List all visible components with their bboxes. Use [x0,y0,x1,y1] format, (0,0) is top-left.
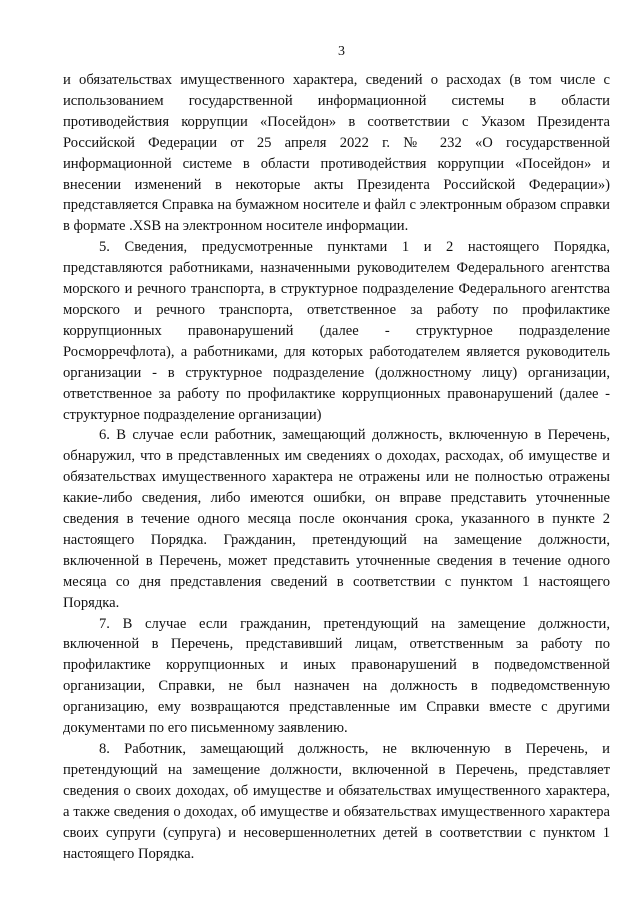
paragraph-item-5: 5. Сведения, предусмотренные пунктами 1 и 2 настоящего Порядка, представляются работниками, назначенными руководителем Федерального агентства морского и речного транспорта, в структурное подразделение Федерального агентства морского и речного транспорта, ответственное за работу по профилактике коррупционных правонарушений (далее - структурное подразделение Росморречфлота), а работниками, для которых работодателем является руководитель организации - в структурное подразделение (должностному лицу) организации, ответственное за работу по профилактике коррупционных правонарушений (далее - структурное подразделение организации) [63,239,610,423]
paragraph-item-7: 7. В случае если гражданин, претендующий на замещение должности, включенной в Перечень, представивший лицам, ответственным за работу по профилактике коррупционных и иных правонарушений в подведомственной организации, Справки, не был назначен на должность в подведомственную организацию, ему возвращаются представленные им Справки вместе с другими документами по его письменному заявлению. [63,615,610,737]
page-number: 3 [338,44,345,59]
paragraph-continuation: и обязательствах имущественного характера, сведений о расходах (в том числе с использованием государственной информационной системы в области противодействия коррупции «Посейдон» в соответствии с Указом Президента Российской Федерации от 25 апреля 2022 г. № 232 «О государственной информационной системе в области противодействия коррупции «Посейдон» и внесении изменений в некоторые акты Президента Российской Федерации») представляется Справка на бумажном носителе и файл с электронным образом справки в формате .XSB на электронном носителе информации. [63,72,610,235]
paragraph-item-8: 8. Работник, замещающий должность, не включенную в Перечень, и претендующий на замещение должности, включенной в Перечень, представляет сведения о своих доходах, об имуществе и обязательствах имущественного характера, а также сведения о доходах, об имуществе и обязательствах имущественного характера своих супруги (супруга) и несовершеннолетних детей в соответствии с пунктом 1 настоящего Порядка. [63,741,610,862]
paragraph-item-6: 6. В случае если работник, замещающий должность, включенную в Перечень, обнаружил, что в представленных им сведениях о доходах, расходах, об имуществе и обязательствах имущественного характера не отражены или не полностью отражены какие-либо сведения, либо имеются ошибки, он вправе представить уточненные сведения в течение одного месяца после окончания срока, указанного в пункте 2 настоящего Порядка. Гражданин, претендующий на замещение должности, включенной в Перечень, может представить уточненные сведения в течение одного месяца со дня представления сведений в соответствии с пунктом 1 настоящего Порядка. [63,427,610,611]
